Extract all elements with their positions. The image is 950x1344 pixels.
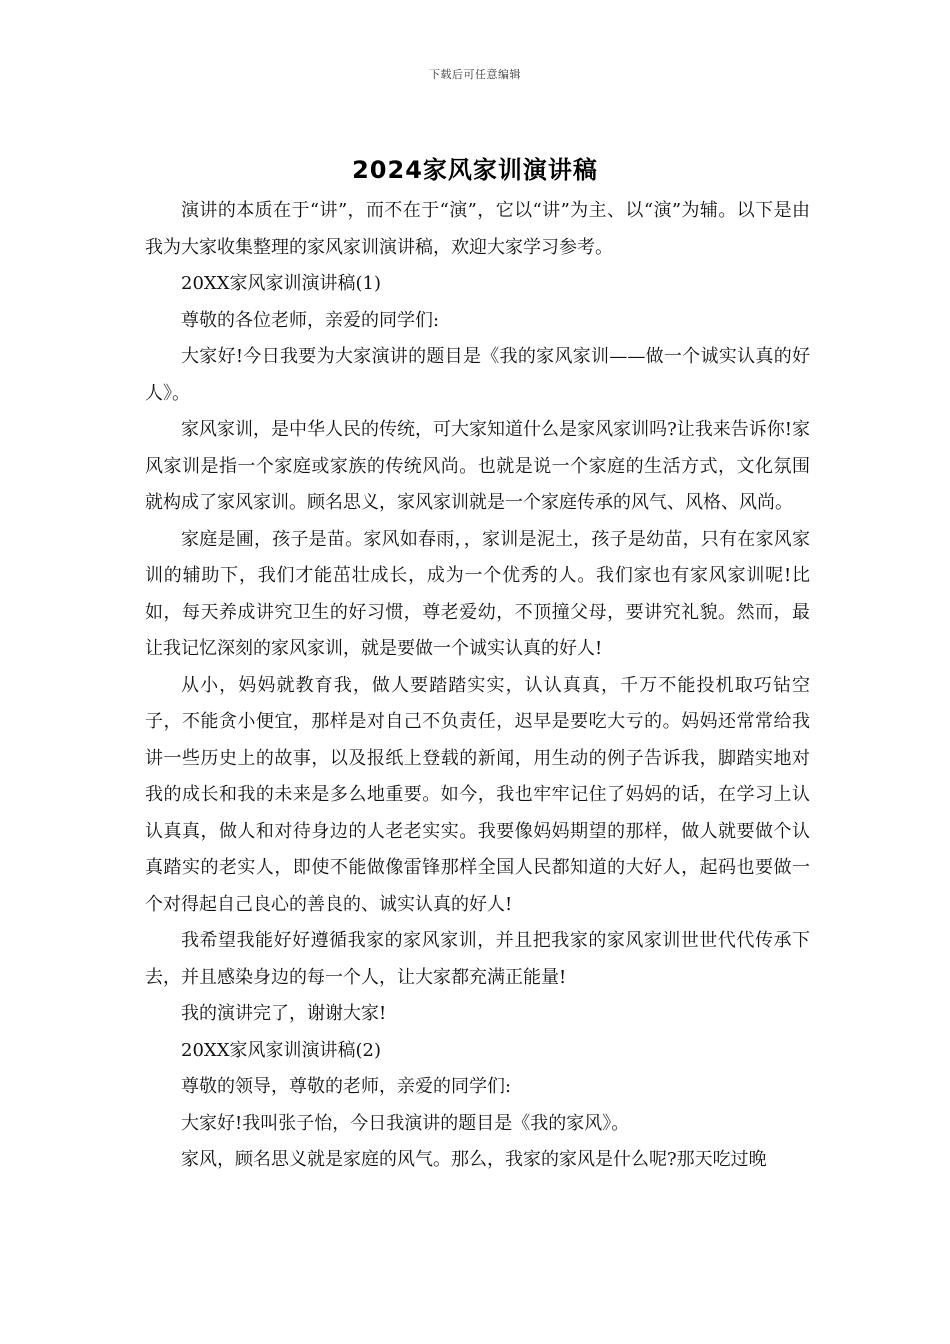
paragraph: 大家好!我叫张子怡，今日我演讲的题目是《我的家风》。	[181, 1112, 630, 1134]
document-body	[145, 193, 810, 1179]
section-heading: 20XX家风家训演讲稿(2)	[181, 1039, 382, 1061]
closing-line: 我的演讲完了，谢谢大家!	[181, 1003, 387, 1024]
page-title: 2024家风家训演讲稿	[352, 156, 598, 184]
paragraph: 家风，顾名思义就是家庭的风气。那么，我家的家风是什么呢?那天吃过晚	[181, 1149, 767, 1170]
salutation: 尊敬的领导，尊敬的老师，亲爱的同学们:	[181, 1076, 512, 1097]
salutation: 尊敬的各位老师，亲爱的同学们:	[181, 309, 440, 331]
paragraph: 我希望我能好好遵循我家的家风家训，并且把我家的家风家训世世代代传承下去，并且感染身边的每一个人，让大家都充满正能量!	[145, 930, 810, 988]
paragraph: 家庭是圃，孩子是苗。家风如春雨，，家训是泥土，孩子是幼苗，只有在家风家训的辅助下，我们才能茁壮成长，成为一个优秀的人。我们家也有家风家训呢!比如，每天养成讲究卫生的好习惯，尊老爱幼，不顶撞父母，要讲究礼貌。然而，最让我记忆深刻的家风家训，就是要做一个诚实认真的好人!	[145, 528, 810, 659]
header-note: 下载后可任意编辑	[429, 68, 521, 81]
paragraph: 大家好!今日我要为大家演讲的题目是《我的家风家训——做一个诚实认真的好人》。	[145, 346, 810, 404]
paragraph: 从小，妈妈就教育我，做人要踏踏实实，认认真真，千万不能投机取巧钻空子，不能贪小便宜，那样是对自己不负责任，迟早是要吃大亏的。妈妈还常常给我讲一些历史上的故事，以及报纸上登载的新闻，用生动的例子告诉我，脚踏实地对我的成长和我的未来是多么地重要。如今，我也牢牢记住了妈妈的话，在学习上认认真真，做人和对待身边的人老老实实。我要像妈妈期望的那样，做人就要做个认真踏实的老实人，即使不能做像雷锋那样全国人民都知道的大好人，起码也要做一个对得起自己良心的善良的、诚实认真的好人!	[145, 674, 810, 915]
section-heading: 20XX家风家训演讲稿(1)	[181, 273, 382, 294]
paragraph: 家风家训，是中华人民的传统，可大家知道什么是家风家训吗?让我来告诉你!家风家训是指一个家庭或家族的传统风尚。也就是说一个家庭的生活方式，文化氛围就构成了家风家训。顾名思义，家风家训就是一个家庭传承的风气、风格、风尚。	[145, 419, 810, 513]
paragraph: 演讲的本质在于“讲”，而不在于“演”，它以“讲”为主、以“演”为辅。以下是由我为大家收集整理的家风家训演讲稿，欢迎大家学习参考。	[145, 200, 810, 258]
